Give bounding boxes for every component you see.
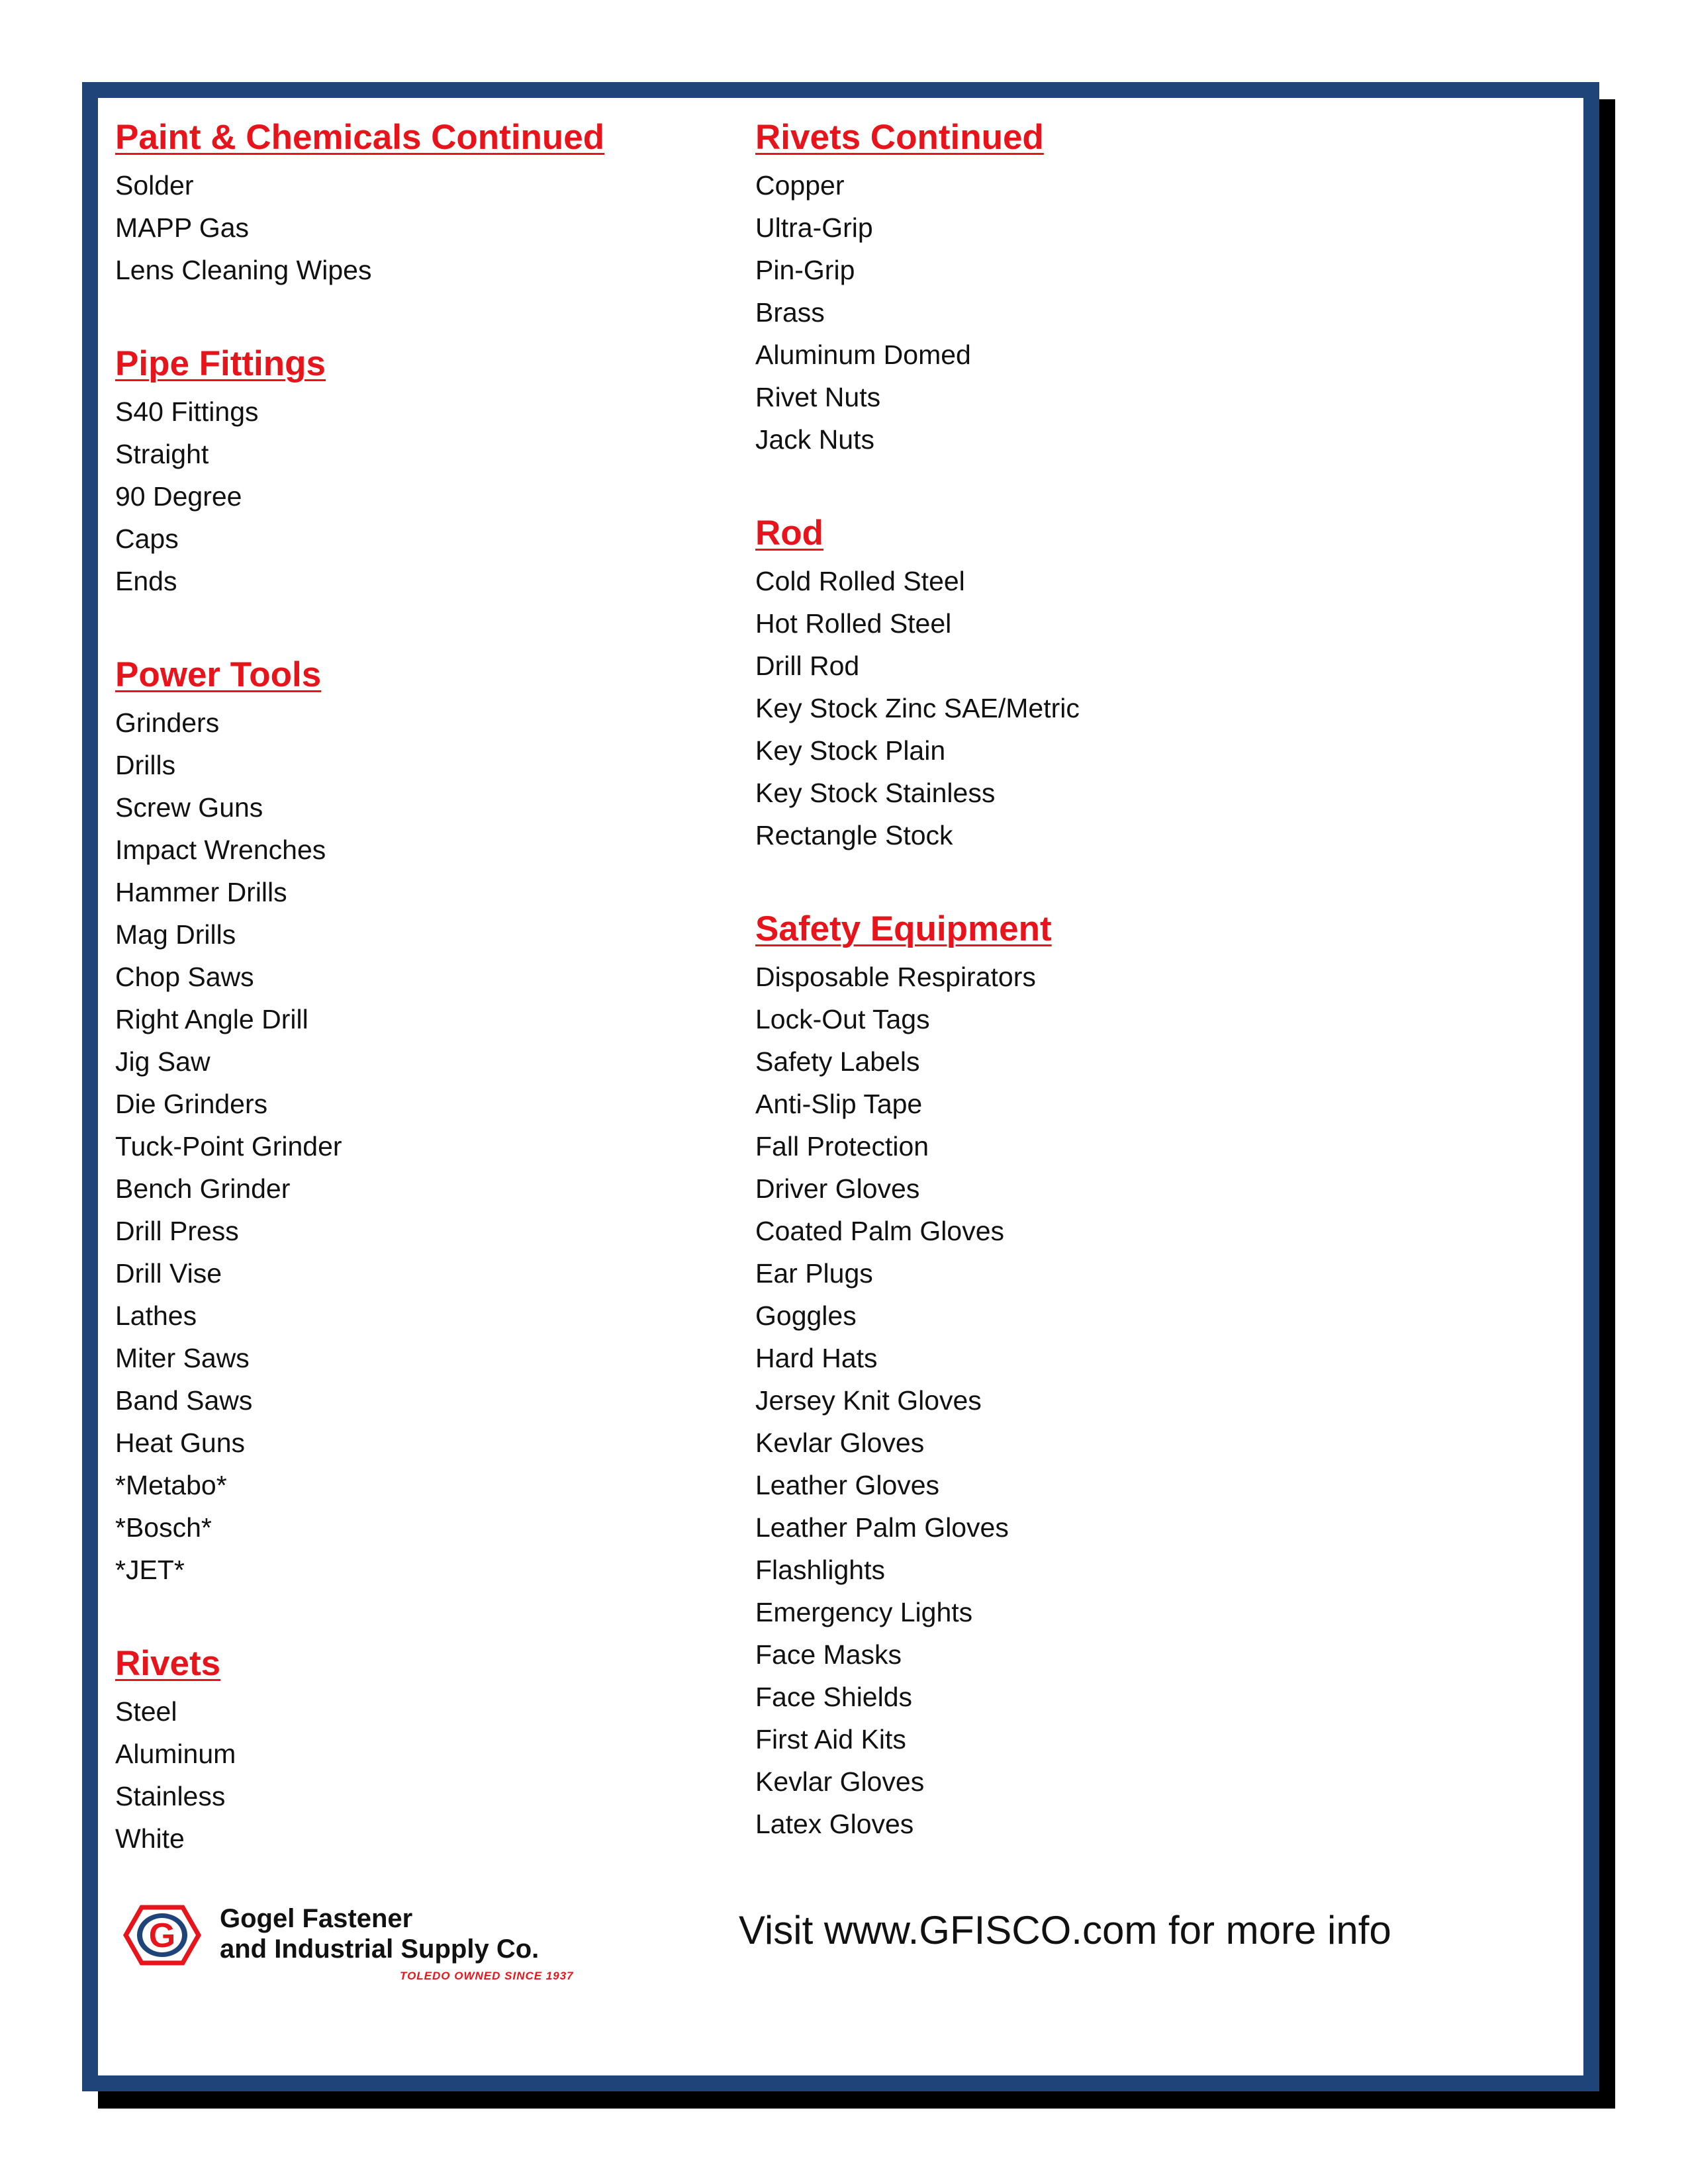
list-item: Anti-Slip Tape: [755, 1089, 923, 1119]
section-heading: Paint & Chemicals Continued: [115, 118, 605, 157]
list-item: S40 Fittings: [115, 396, 259, 427]
company-logo: [123, 1898, 653, 1991]
list-item: Ultra-Grip: [755, 212, 873, 243]
list-item: Rivet Nuts: [755, 382, 881, 412]
list-item: White: [115, 1823, 185, 1854]
section-heading: Power Tools: [115, 655, 322, 694]
list-item: Jig Saw: [115, 1046, 211, 1077]
list-item: 90 Degree: [115, 481, 242, 512]
list-item: Face Masks: [755, 1639, 902, 1670]
list-item: Lock-Out Tags: [755, 1004, 930, 1034]
list-item: Jack Nuts: [755, 424, 874, 455]
list-item: First Aid Kits: [755, 1724, 906, 1754]
list-item: Chop Saws: [115, 962, 254, 992]
list-item: Tuck-Point Grinder: [115, 1131, 342, 1161]
list-item: Key Stock Zinc SAE/Metric: [755, 693, 1080, 723]
section-safety-equipment: [755, 908, 1417, 1845]
list-item: Face Shields: [755, 1682, 913, 1712]
list-item: Disposable Respirators: [755, 962, 1036, 992]
list-item: Hammer Drills: [115, 877, 287, 907]
list-item: Key Stock Plain: [755, 735, 946, 766]
list-item: Leather Gloves: [755, 1470, 940, 1500]
hexagon-g-logo-icon: [123, 1905, 201, 1966]
list-item: Emergency Lights: [755, 1597, 973, 1627]
list-item: Band Saws: [115, 1385, 253, 1416]
list-item: Lens Cleaning Wipes: [115, 255, 372, 285]
section-item-list: [755, 956, 1417, 1845]
list-item: Safety Labels: [755, 1046, 920, 1077]
list-item: Caps: [115, 523, 179, 554]
section-item-list: [115, 702, 711, 1591]
list-item: Driver Gloves: [755, 1173, 920, 1204]
list-item: Drill Vise: [115, 1258, 222, 1289]
list-item: Bench Grinder: [115, 1173, 291, 1204]
section-heading: Rivets Continued: [755, 118, 1044, 157]
list-item: Screw Guns: [115, 792, 263, 823]
right-column: [755, 116, 1417, 1897]
section-heading: Rivets: [115, 1644, 221, 1683]
list-item: Key Stock Stainless: [755, 778, 996, 808]
company-tagline: TOLEDO OWNED SINCE 1937: [400, 1970, 574, 1982]
section-item-list: [755, 164, 1417, 461]
section-heading: Pipe Fittings: [115, 344, 326, 383]
section-item-list: [115, 164, 711, 291]
list-item: Right Angle Drill: [115, 1004, 308, 1034]
list-item: Stainless: [115, 1781, 226, 1811]
list-item: Aluminum Domed: [755, 340, 971, 370]
list-item: Goggles: [755, 1300, 857, 1331]
list-item: Drill Rod: [755, 651, 860, 681]
list-item: Jersey Knit Gloves: [755, 1385, 982, 1416]
list-item: Impact Wrenches: [115, 835, 326, 865]
company-name-line2: and Industrial Supply Co.: [220, 1934, 539, 1964]
section-item-list: [755, 560, 1417, 856]
section-rivets-continued: [755, 116, 1417, 461]
list-item: Die Grinders: [115, 1089, 268, 1119]
list-item: Cold Rolled Steel: [755, 566, 965, 596]
list-item: Steel: [115, 1696, 177, 1727]
section-power-tools: [115, 654, 711, 1591]
section-item-list: [115, 390, 711, 602]
section-heading: Safety Equipment: [755, 909, 1052, 948]
section-pipe-fittings: [115, 343, 711, 602]
list-item: Lathes: [115, 1300, 197, 1331]
list-item: Copper: [755, 170, 845, 201]
list-item: Coated Palm Gloves: [755, 1216, 1005, 1246]
section-item-list: [115, 1690, 711, 1860]
list-item: Leather Palm Gloves: [755, 1512, 1009, 1543]
visit-website-text: Visit www.GFISCO.com for more info: [739, 1908, 1391, 1952]
list-item: Ends: [115, 566, 177, 596]
section-rivets: [115, 1643, 711, 1860]
logo-letter: G: [148, 1917, 176, 1955]
left-column: [115, 116, 711, 1911]
list-item: Drills: [115, 750, 176, 780]
list-item: *Bosch*: [115, 1512, 212, 1543]
list-item: Rectangle Stock: [755, 820, 953, 850]
list-item: MAPP Gas: [115, 212, 250, 243]
list-item: Kevlar Gloves: [755, 1428, 925, 1458]
list-item: Mag Drills: [115, 919, 236, 950]
list-item: Hot Rolled Steel: [755, 608, 952, 639]
list-item: Straight: [115, 439, 209, 469]
list-item: Pin-Grip: [755, 255, 855, 285]
list-item: Ear Plugs: [755, 1258, 873, 1289]
list-item: Solder: [115, 170, 194, 201]
list-item: Brass: [755, 297, 825, 328]
section-paint-chemicals-continued: [115, 116, 711, 291]
list-item: Miter Saws: [115, 1343, 250, 1373]
list-item: *JET*: [115, 1555, 185, 1585]
company-name-line1: Gogel Fastener: [220, 1904, 413, 1933]
list-item: Grinders: [115, 707, 220, 738]
list-item: Fall Protection: [755, 1131, 929, 1161]
section-heading: Rod: [755, 514, 824, 553]
list-item: *Metabo*: [115, 1470, 227, 1500]
list-item: Aluminum: [115, 1739, 236, 1769]
list-item: Hard Hats: [755, 1343, 878, 1373]
list-item: Flashlights: [755, 1555, 885, 1585]
list-item: Kevlar Gloves: [755, 1766, 925, 1797]
section-rod: [755, 512, 1417, 856]
list-item: Heat Guns: [115, 1428, 245, 1458]
list-item: Latex Gloves: [755, 1809, 914, 1839]
list-item: Drill Press: [115, 1216, 239, 1246]
